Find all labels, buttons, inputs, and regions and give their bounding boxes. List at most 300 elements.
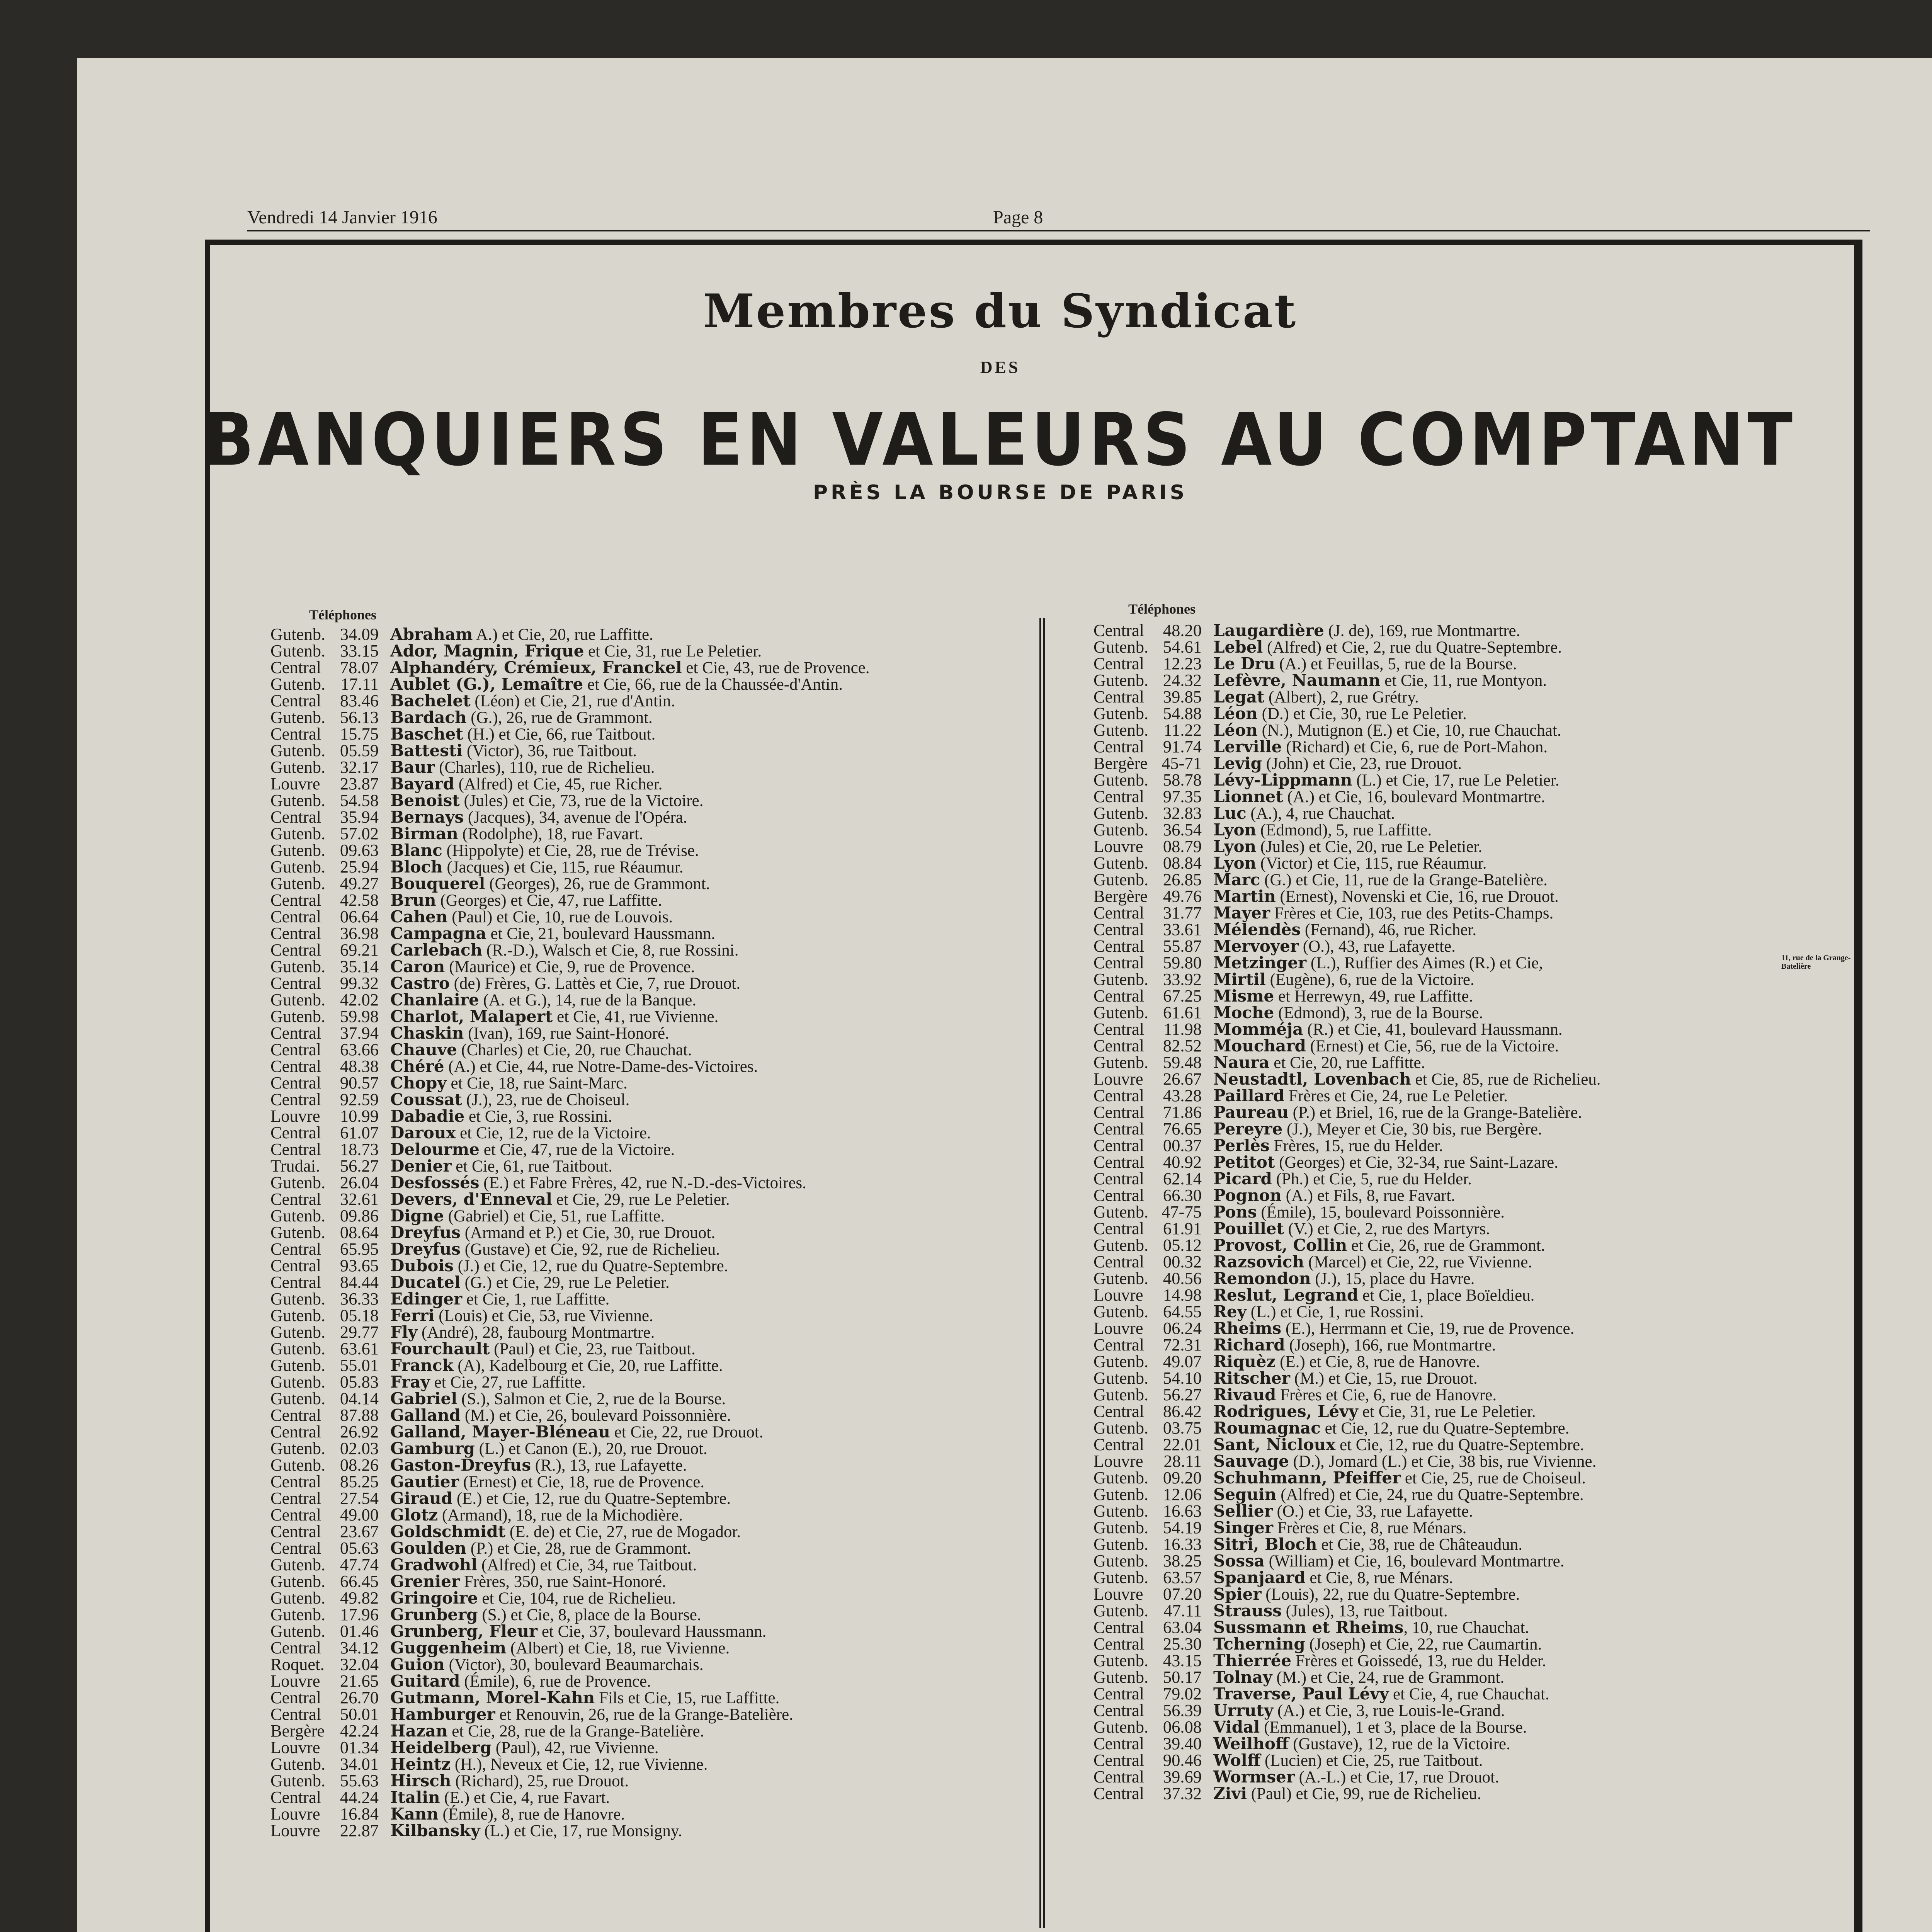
member-exchange: Central — [270, 923, 321, 943]
member-phone: 92.59 — [340, 1090, 379, 1109]
member-exchange: Gutenb. — [1094, 637, 1149, 656]
member-phone: 25.30 — [1163, 1634, 1202, 1653]
member-address: et Cie, 41, rue Vivienne. — [553, 1008, 719, 1026]
member-exchange: Central — [1094, 687, 1144, 706]
member-entry — [1094, 1137, 1851, 1154]
member-name: Guggenheim — [390, 1638, 507, 1657]
member-name: Lévy-Lippmann — [1213, 770, 1352, 789]
member-name: Gaston-Dreyfus — [390, 1456, 531, 1475]
member-name: Gutmann, Morel-Kahn — [390, 1688, 595, 1707]
member-name: Goulden — [390, 1539, 466, 1558]
member-name: Weilhoff — [1213, 1734, 1289, 1753]
member-phone: 16.63 — [1163, 1501, 1202, 1520]
member-entry — [270, 1291, 1036, 1307]
member-entry — [1094, 1187, 1851, 1204]
member-phone: 54.10 — [1163, 1368, 1202, 1388]
member-name: Petitot — [1213, 1153, 1275, 1172]
member-address: (Georges) et Cie, 47, rue Laffitte. — [436, 891, 662, 910]
member-exchange: Gutenb. — [1094, 1053, 1149, 1072]
member-phone: 43.15 — [1163, 1651, 1202, 1670]
member-exchange: Gutenb. — [270, 1206, 326, 1225]
member-entry — [270, 1772, 1036, 1789]
member-phone: 05.18 — [340, 1306, 379, 1325]
member-phone: 64.55 — [1163, 1302, 1202, 1321]
member-name: Ducatel — [390, 1273, 461, 1292]
member-name: Charlot, Malapert — [390, 1007, 553, 1026]
member-name: Castro — [390, 974, 450, 993]
member-address: (Maurice) et Cie, 9, rue de Provence. — [445, 958, 695, 976]
member-name: Momméja — [1213, 1020, 1303, 1039]
member-entry — [270, 1723, 1036, 1739]
member-exchange: Central — [1094, 1152, 1144, 1172]
member-exchange: Louvre — [270, 1804, 320, 1823]
member-entry — [270, 1523, 1036, 1540]
member-address: (O.), 43, rue Lafayette. — [1299, 937, 1456, 956]
title-des: DES — [980, 358, 1020, 377]
member-phone: 03.75 — [1163, 1418, 1202, 1437]
member-entry — [1094, 622, 1851, 639]
member-name: Bachelet — [390, 691, 471, 710]
member-exchange: Central — [1094, 1435, 1144, 1454]
member-exchange: Central — [1094, 1086, 1144, 1105]
member-exchange: Central — [1094, 1036, 1144, 1055]
member-exchange: Central — [1094, 737, 1144, 756]
member-exchange: Gutenb. — [270, 1339, 326, 1358]
member-address: (Richard), 25, rue Drouot. — [451, 1772, 629, 1790]
member-exchange: Gutenb. — [270, 1455, 326, 1475]
member-exchange: Gutenb. — [1094, 1601, 1149, 1620]
member-entry — [270, 1490, 1036, 1507]
member-name: Legat — [1213, 687, 1265, 706]
member-entry — [1094, 1536, 1851, 1553]
member-phone: 93.65 — [340, 1256, 379, 1275]
member-phone: 33.92 — [1163, 969, 1202, 989]
member-entry — [1094, 1037, 1851, 1054]
member-address: (Charles) et Cie, 20, rue Chauchat. — [457, 1041, 692, 1059]
member-exchange: Gutenb. — [270, 674, 326, 694]
member-address: (P.) et Cie, 28, rue de Grammont. — [466, 1539, 691, 1558]
member-name: Martin — [1213, 887, 1276, 906]
member-name: Italin — [390, 1788, 440, 1807]
member-phone: 66.45 — [340, 1571, 379, 1591]
member-address: (Ernest), Novenski et Cie, 16, rue Drouot. — [1276, 888, 1559, 906]
member-phone: 08.26 — [340, 1455, 379, 1475]
member-exchange: Gutenb. — [270, 824, 326, 843]
member-entry — [270, 1407, 1036, 1423]
member-phone: 42.24 — [340, 1721, 379, 1740]
member-phone: 05.83 — [340, 1372, 379, 1391]
member-name: Razsovich — [1213, 1252, 1304, 1271]
member-address: (Armand et P.) et Cie, 30, rue Drouot. — [460, 1224, 716, 1242]
member-name: Chopy — [390, 1073, 447, 1092]
member-exchange: Louvre — [270, 1738, 320, 1757]
member-address: (Fernand), 46, rue Richer. — [1301, 921, 1477, 939]
member-exchange: Central — [270, 1090, 321, 1109]
member-name: Digne — [390, 1206, 444, 1225]
member-entry — [270, 892, 1036, 908]
member-name: Remondon — [1213, 1269, 1311, 1288]
member-entry — [270, 1822, 1036, 1839]
member-address: (L.) et Cie, 17, rue Monsigny. — [480, 1822, 682, 1840]
member-name: Riquèz — [1213, 1352, 1276, 1371]
member-name: Marc — [1213, 870, 1260, 889]
member-exchange: Central — [1094, 1136, 1144, 1155]
member-address: (R.) et Cie, 41, boulevard Haussmann. — [1303, 1020, 1563, 1039]
member-exchange: Central — [1094, 1019, 1144, 1039]
member-entry — [1094, 1170, 1851, 1187]
member-name: Lyon — [1213, 837, 1256, 856]
member-exchange: Gutenb. — [1094, 1501, 1149, 1520]
member-address: (Victor) et Cie, 115, rue Réaumur. — [1256, 854, 1487, 872]
member-phone: 16.84 — [340, 1804, 379, 1823]
member-entry — [1094, 1602, 1851, 1619]
member-address: (Eugène), 6, rue de la Victoire. — [1265, 971, 1475, 989]
member-address: et Cie, 29, rue Le Peletier. — [552, 1190, 730, 1209]
member-entry — [1094, 1303, 1851, 1320]
member-name: Hamburger — [390, 1705, 495, 1724]
member-exchange: Central — [1094, 1185, 1144, 1205]
member-address: (de) Frères, G. Lattès et Cie, 7, rue Drouot. — [449, 975, 741, 993]
member-exchange: Gutenb. — [270, 1223, 326, 1242]
member-exchange: Central — [1094, 1750, 1144, 1770]
member-address: Frères et Cie, 103, rue des Petits-Champs. — [1270, 904, 1554, 922]
member-phone: 09.20 — [1163, 1468, 1202, 1487]
member-phone: 47.11 — [1163, 1601, 1202, 1620]
member-phone: 32.17 — [340, 757, 379, 777]
member-entry — [270, 1108, 1036, 1124]
member-address: et Cie, 38, rue de Châteaudun. — [1317, 1536, 1522, 1554]
member-exchange: Central — [270, 1538, 321, 1558]
member-exchange: Central — [1094, 1335, 1144, 1354]
member-phone: 40.56 — [1163, 1269, 1202, 1288]
member-entry — [1094, 1652, 1851, 1669]
member-exchange: Central — [270, 658, 321, 677]
member-entry — [270, 742, 1036, 759]
member-phone: 26.85 — [1163, 870, 1202, 889]
member-name: Alphandéry, Crémieux, Franckel — [390, 658, 682, 677]
member-entry — [270, 759, 1036, 776]
member-phone: 36.98 — [340, 923, 379, 943]
member-address: Frères et Cie, 8, rue Ménars. — [1273, 1519, 1467, 1537]
member-phone: 65.95 — [340, 1239, 379, 1259]
member-entry — [270, 1241, 1036, 1257]
header-page-number: Page 8 — [993, 207, 1043, 228]
member-exchange: Gutenb. — [270, 1389, 326, 1408]
member-address: (Alfred) et Cie, 2, rue du Quatre-Septembre. — [1263, 638, 1562, 656]
member-address: (J.), 23, rue de Choiseul. — [462, 1091, 630, 1109]
member-address: et Cie, 20, rue Laffitte. — [1269, 1054, 1425, 1072]
member-phone: 22.87 — [340, 1821, 379, 1840]
member-exchange: Central — [270, 1023, 321, 1043]
member-exchange: Gutenb. — [270, 1372, 326, 1391]
member-entry — [270, 1075, 1036, 1091]
member-name: Mirtil — [1213, 970, 1266, 989]
member-entry — [270, 1340, 1036, 1357]
member-address: , 10, rue Chauchat. — [1403, 1619, 1529, 1637]
member-entry — [1094, 1636, 1851, 1652]
member-phone: 27.54 — [340, 1488, 379, 1508]
member-exchange: Gutenb. — [1094, 1468, 1149, 1487]
member-phone: 05.59 — [340, 741, 379, 760]
member-name: Levig — [1213, 754, 1262, 773]
member-entry — [1094, 1469, 1851, 1486]
member-entry — [270, 1257, 1036, 1274]
member-name: Metzinger — [1213, 953, 1307, 972]
member-exchange: Gutenb. — [1094, 670, 1149, 690]
member-exchange: Gutenb. — [270, 1588, 326, 1607]
member-phone: 54.88 — [1163, 704, 1202, 723]
member-phone: 56.27 — [1163, 1385, 1202, 1404]
member-exchange: Gutenb. — [1094, 1667, 1149, 1687]
member-phone: 36.33 — [340, 1289, 379, 1308]
member-exchange: Central — [270, 1272, 321, 1292]
member-name: Laugardière — [1213, 621, 1324, 640]
member-name: Grunberg, Fleur — [390, 1622, 538, 1641]
member-entry — [1094, 788, 1851, 805]
member-name: Birman — [390, 824, 458, 843]
member-entry — [1094, 971, 1851, 988]
member-phone: 49.00 — [340, 1505, 379, 1524]
member-name: Baur — [390, 758, 435, 777]
member-phone: 49.76 — [1163, 886, 1202, 906]
member-address: (A.) et Fils, 8, rue Favart. — [1281, 1187, 1455, 1205]
member-entry — [270, 1706, 1036, 1723]
member-exchange: Gutenb. — [1094, 1202, 1149, 1221]
member-exchange: Bergère — [1094, 753, 1148, 773]
member-phone: 85.25 — [340, 1472, 379, 1491]
member-entry — [1094, 722, 1851, 738]
member-exchange: Gutenb. — [270, 1306, 326, 1325]
member-entry — [1094, 1685, 1851, 1702]
member-exchange: Central — [270, 1123, 321, 1142]
member-phone: 02.03 — [340, 1439, 379, 1458]
member-address: Frères et Goissedé, 13, rue du Helder. — [1291, 1652, 1546, 1670]
member-exchange: Central — [1094, 1701, 1144, 1720]
member-phone: 63.04 — [1163, 1617, 1202, 1637]
member-entry — [1094, 1752, 1851, 1769]
member-entry — [1094, 672, 1851, 689]
member-entry — [270, 1457, 1036, 1473]
member-address: et Cie, 12, rue de la Victoire. — [456, 1124, 651, 1142]
member-address: et Cie, 11, rue Montyon. — [1380, 672, 1547, 690]
member-exchange: Central — [270, 907, 321, 926]
member-name: Seguin — [1213, 1485, 1277, 1504]
member-phone: 67.25 — [1163, 986, 1202, 1005]
member-address: (Ernest) et Cie, 18, rue de Provence. — [459, 1473, 705, 1491]
member-phone: 56.27 — [340, 1156, 379, 1175]
member-name: Tcherning — [1213, 1634, 1305, 1653]
member-entry — [270, 1656, 1036, 1673]
member-phone: 23.67 — [340, 1522, 379, 1541]
member-address: et Cie, 18, rue Saint-Marc. — [446, 1074, 628, 1092]
member-exchange: Central — [270, 1073, 321, 1092]
member-entry — [270, 1756, 1036, 1772]
member-entry — [1094, 805, 1851, 821]
member-phone: 37.94 — [340, 1023, 379, 1043]
member-exchange: Gutenb. — [1094, 1551, 1149, 1570]
member-address: (E.) et Cie, 4, rue Favart. — [440, 1789, 610, 1807]
member-phone: 45-71 — [1162, 753, 1202, 773]
member-exchange: Central — [1094, 936, 1144, 956]
member-exchange: Central — [270, 1505, 321, 1524]
member-entry — [270, 1174, 1036, 1191]
member-exchange: Central — [270, 724, 321, 743]
member-name: Mayer — [1213, 903, 1270, 922]
member-entry — [1094, 938, 1851, 954]
member-entry — [270, 908, 1036, 925]
member-phone: 25.94 — [340, 857, 379, 876]
member-exchange: Central — [1094, 953, 1144, 972]
member-name: Rivaud — [1213, 1385, 1276, 1404]
member-entry — [1094, 1702, 1851, 1719]
member-address: (André), 28, faubourg Montmartre. — [417, 1323, 655, 1342]
member-entry — [270, 1058, 1036, 1075]
member-entry — [270, 1606, 1036, 1623]
member-phone: 32.04 — [340, 1655, 379, 1674]
member-name: Rheims — [1213, 1319, 1282, 1338]
member-phone: 05.63 — [340, 1538, 379, 1558]
member-address: (R.-D.), Walsch et Cie, 8, rue Rossini. — [482, 941, 739, 959]
member-phone: 61.91 — [1163, 1219, 1202, 1238]
member-exchange: Central — [270, 1472, 321, 1491]
member-entry — [1094, 1386, 1851, 1403]
member-exchange: Central — [270, 1139, 321, 1159]
member-address: (S.) et Cie, 8, place de la Bourse. — [478, 1606, 701, 1624]
member-entry — [270, 1689, 1036, 1706]
member-address: et Cie, 4, rue Chauchat. — [1389, 1685, 1549, 1703]
member-address: (E.) et Cie, 8, rue de Hanovre. — [1276, 1353, 1480, 1371]
member-address: et Cie, 25, rue de Choiseul. — [1401, 1469, 1586, 1487]
member-name: Perlès — [1213, 1136, 1270, 1155]
member-address: (L.) et Cie, 17, rue Le Peletier. — [1352, 771, 1560, 789]
member-phone: 76.65 — [1163, 1119, 1202, 1138]
member-entry — [270, 1124, 1036, 1141]
member-entry — [1094, 1253, 1851, 1270]
member-exchange: Louvre — [1094, 1451, 1143, 1471]
member-address: (Joseph), 166, rue Montmartre. — [1285, 1336, 1496, 1354]
member-name: Gautier — [390, 1472, 459, 1491]
member-entry — [1094, 1287, 1851, 1303]
member-address: (Gabriel) et Cie, 51, rue Laffitte. — [444, 1207, 665, 1225]
member-address: (Edmond), 5, rue Laffitte. — [1256, 821, 1432, 839]
member-phone: 72.31 — [1163, 1335, 1202, 1354]
member-exchange: Central — [1094, 1734, 1144, 1753]
member-entry — [270, 643, 1036, 659]
member-entry — [270, 1191, 1036, 1208]
member-phone: 16.33 — [1163, 1534, 1202, 1554]
member-phone: 63.66 — [340, 1040, 379, 1059]
member-address: et Cie, 47, rue de la Victoire. — [479, 1141, 675, 1159]
member-entry — [1094, 639, 1851, 655]
member-name: Naura — [1213, 1053, 1270, 1072]
member-phone: 15.75 — [340, 724, 379, 743]
member-phone: 37.32 — [1163, 1784, 1202, 1803]
member-entry — [1094, 1104, 1851, 1121]
member-name: Pons — [1213, 1202, 1257, 1221]
member-exchange: Louvre — [1094, 1285, 1143, 1304]
member-phone: 54.19 — [1163, 1518, 1202, 1537]
member-name: Wormser — [1213, 1767, 1295, 1786]
member-exchange: Louvre — [270, 1671, 320, 1690]
member-phone: 11.98 — [1163, 1019, 1202, 1039]
member-exchange: Central — [270, 1256, 321, 1275]
member-exchange: Gutenb. — [1094, 1534, 1149, 1554]
member-phone: 90.46 — [1163, 1750, 1202, 1770]
member-phone: 00.37 — [1163, 1136, 1202, 1155]
member-name: Roumagnac — [1213, 1418, 1321, 1437]
member-address: (P.) et Briel, 16, rue de la Grange-Batelière. — [1288, 1104, 1582, 1122]
member-entry — [1094, 1021, 1851, 1037]
member-entry — [1094, 1669, 1851, 1685]
member-address: et Cie, 43, rue de Provence. — [682, 659, 870, 677]
member-name: Delourme — [390, 1140, 480, 1159]
member-entry — [270, 1473, 1036, 1490]
member-phone: 33.61 — [1163, 920, 1202, 939]
member-phone: 91.74 — [1163, 737, 1202, 756]
member-entry — [1094, 838, 1851, 855]
member-entry — [1094, 1769, 1851, 1785]
member-entry — [270, 1091, 1036, 1108]
member-name: Pereyre — [1213, 1119, 1283, 1138]
member-phone: 63.57 — [1163, 1568, 1202, 1587]
member-entry — [1094, 1370, 1851, 1386]
member-entry — [1094, 888, 1851, 905]
member-address: (N.), Mutignon (E.) et Cie, 10, rue Chauchat. — [1257, 721, 1561, 740]
member-entry — [1094, 1569, 1851, 1586]
member-exchange: Central — [1094, 1617, 1144, 1637]
member-exchange: Gutenb. — [270, 1007, 326, 1026]
member-address: (A. et G.), 14, rue de la Banque. — [479, 991, 697, 1009]
member-phone: 12.23 — [1163, 654, 1202, 673]
member-address: (Émile), 15, boulevard Poissonnière. — [1257, 1203, 1505, 1221]
member-exchange: Louvre — [1094, 1069, 1143, 1088]
member-name: Chanlaire — [390, 990, 479, 1009]
member-name: Chaskin — [390, 1024, 464, 1043]
member-exchange: Central — [270, 1189, 321, 1209]
member-name: Rodrigues, Lévy — [1213, 1402, 1358, 1421]
member-exchange: Gutenb. — [270, 1173, 326, 1192]
member-address: (Edmond), 3, rue de la Bourse. — [1274, 1004, 1483, 1022]
member-exchange: Gutenb. — [270, 1754, 326, 1774]
member-phone: 21.65 — [340, 1671, 379, 1690]
member-phone: 32.83 — [1163, 803, 1202, 823]
member-address: (J.) et Cie, 12, rue du Quatre-Septembre. — [453, 1257, 728, 1275]
member-address: (Ernest) et Cie, 56, rue de la Victoire. — [1306, 1037, 1559, 1055]
member-name: Strauss — [1213, 1601, 1282, 1620]
member-exchange: Gutenb. — [1094, 803, 1149, 823]
member-entry — [1094, 1503, 1851, 1519]
member-phone: 34.09 — [340, 624, 379, 644]
member-exchange: Gutenb. — [1094, 1568, 1149, 1587]
member-entry — [270, 1590, 1036, 1606]
member-phone: 56.13 — [340, 707, 379, 727]
member-name: Sellier — [1213, 1502, 1273, 1520]
member-address: (Louis), 22, rue du Quatre-Septembre. — [1261, 1585, 1520, 1604]
member-entry — [270, 1507, 1036, 1523]
member-phone: 00.32 — [1163, 1252, 1202, 1271]
member-address: (Albert), 2, rue Grétry. — [1264, 688, 1419, 706]
member-name: Lionnet — [1213, 787, 1283, 806]
member-name: Lyon — [1213, 854, 1256, 872]
member-name: Brun — [390, 891, 436, 910]
member-name: Provost, Collin — [1213, 1236, 1347, 1255]
member-exchange: Gutenb. — [270, 840, 326, 860]
member-name: Kann — [390, 1804, 439, 1823]
member-entry — [270, 692, 1036, 709]
member-address: (O.) et Cie, 33, rue Lafayette. — [1272, 1502, 1473, 1520]
member-entry — [270, 1739, 1036, 1756]
member-address: et Cie, 12, rue du Quatre-Septembre. — [1320, 1419, 1570, 1437]
